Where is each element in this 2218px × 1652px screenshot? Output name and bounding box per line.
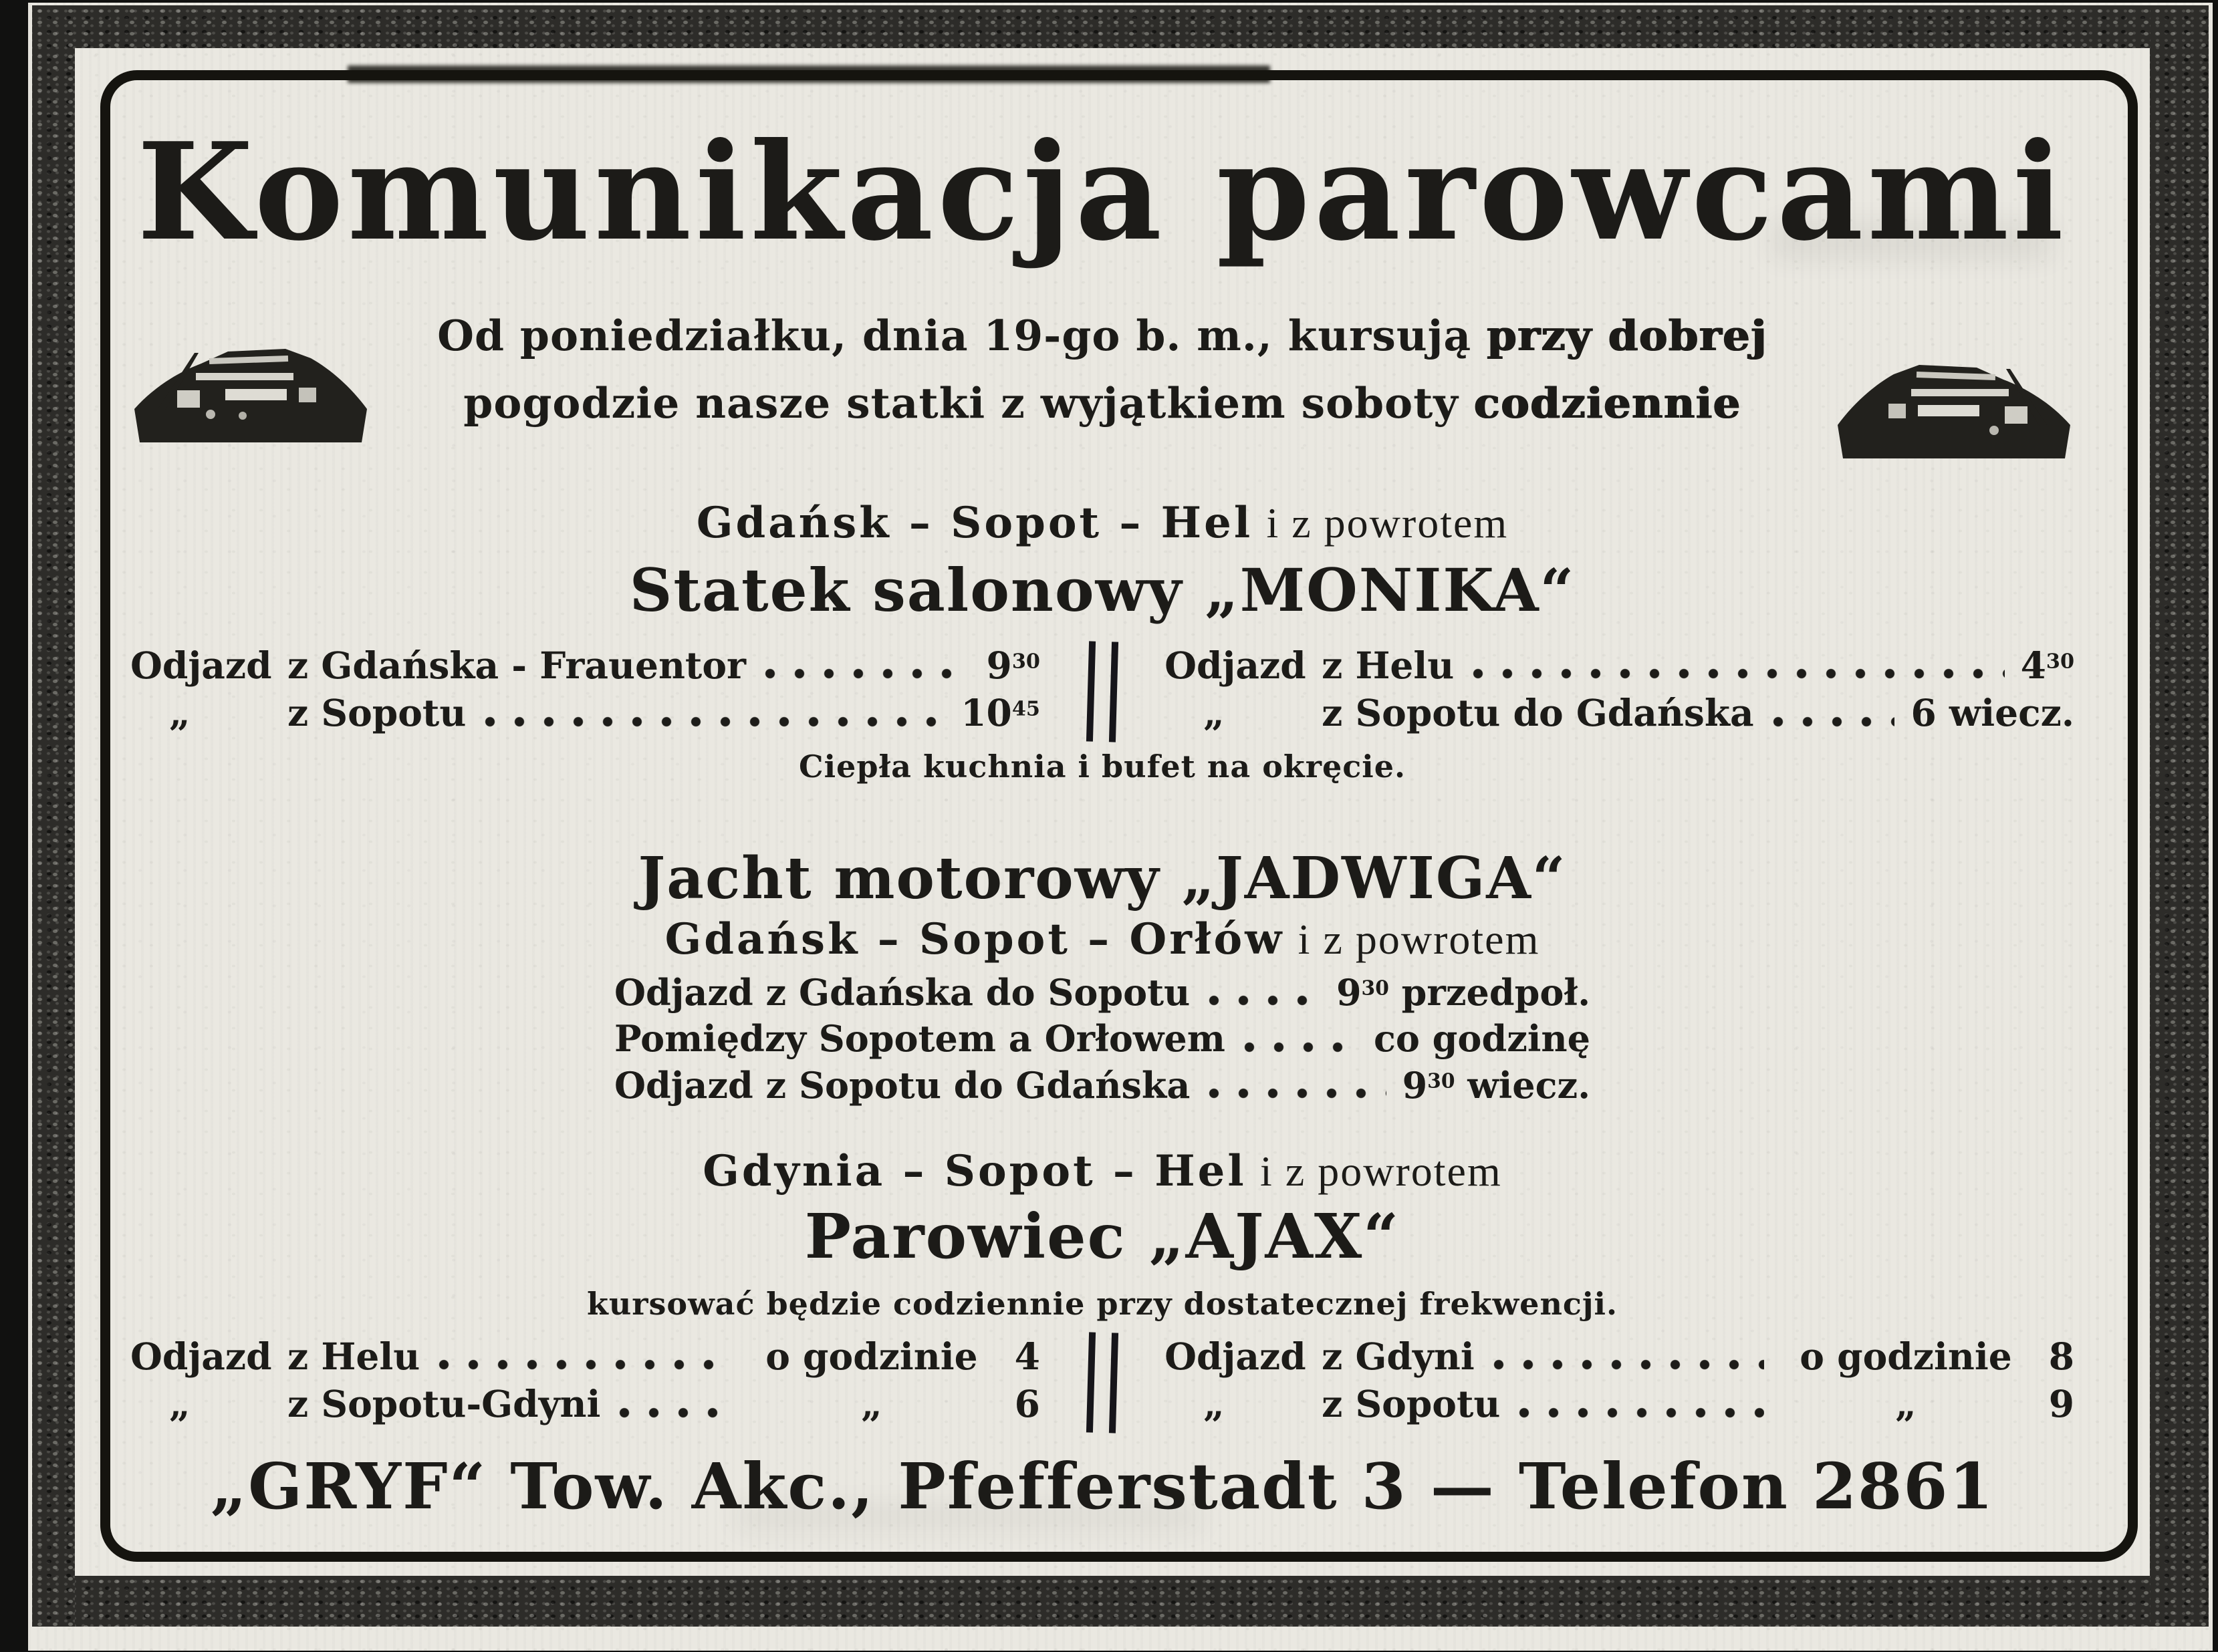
steamship-icon [130, 309, 371, 446]
advert-frame-right [2150, 5, 2209, 1627]
time-phrase: o godzinie [1800, 1334, 2012, 1378]
intro-line-1 [391, 302, 1814, 370]
schedule-row [614, 970, 1590, 1016]
time-hour: 9 [2048, 1382, 2074, 1426]
departure-word: Odjazd [1164, 643, 1306, 687]
advert-frame-top [32, 5, 2209, 48]
time-hour: co godzinę [1373, 1017, 1590, 1061]
advert-footer: „GRYF“ Tow. Akc., Pfefferstadt 3 — Telefon 2861 [210, 1449, 1995, 1524]
ditto-mark: „ [169, 1382, 191, 1426]
time-hour: 9 [1336, 971, 1362, 1014]
time-minutes: 30 [1011, 650, 1040, 674]
departure-place: z Gdańska - Frauentor [287, 643, 746, 687]
time-minutes: 30 [1361, 976, 1389, 1000]
departure-time [1780, 1380, 2074, 1428]
advert-title: Komunikacja parowcami [136, 114, 2068, 271]
time-hour: 10 [961, 691, 1012, 735]
column-separator [1086, 1332, 1118, 1433]
schedule-row [1164, 1333, 2074, 1381]
intro-section [130, 302, 2074, 462]
dots-leader [765, 668, 971, 679]
departure-place: z Sopotu do Gdańska [1322, 691, 1754, 735]
dots-leader [1209, 1088, 1386, 1099]
time-hour: 4 [2020, 643, 2046, 687]
time-suffix: przedpoł. [1388, 971, 1590, 1014]
route-jadwiga [130, 914, 2074, 966]
route-monika-suffix: i z powrotem [1266, 499, 1509, 547]
departure-place: z Helu [287, 1334, 420, 1378]
dots-leader [1209, 995, 1320, 1006]
departure-place: z Helu [1322, 643, 1455, 687]
advert-frame-left [32, 5, 75, 1627]
dots-leader [1493, 1359, 1764, 1370]
ditto-mark: „ [861, 1382, 882, 1426]
departure-time [746, 1380, 1040, 1428]
dots-leader [439, 1359, 730, 1370]
departure-time [961, 689, 1040, 737]
schedule-row [130, 1333, 1040, 1381]
ditto-mark: „ [1203, 691, 1225, 735]
dots-leader [1519, 1407, 1764, 1418]
column-separator [1086, 641, 1118, 742]
departure-place: z Sopotu-Gdyni [287, 1382, 601, 1426]
time-hour: 6 [1911, 691, 1937, 735]
intro-line-1-text: Od poniedziałku, dnia 19-go b. m., kursują [437, 311, 1472, 360]
schedule-row [130, 642, 1040, 690]
departure-time [1374, 1016, 1590, 1062]
dots-leader [619, 1407, 730, 1418]
intro-line-2 [391, 370, 1814, 437]
ship-name-jadwiga: Jacht motorowy „JADWIGA“ [638, 844, 1567, 912]
departure-time [1780, 1333, 2074, 1381]
route-ajax [130, 1146, 2074, 1198]
route-jadwiga-cities: Gdańsk – Sopot – Orłów [664, 914, 1285, 965]
departure-time [2021, 642, 2074, 690]
ditto-mark: „ [169, 691, 191, 735]
departure-place: Odjazd z Gdańska do Sopotu [614, 971, 1191, 1014]
departure-time [1336, 970, 1590, 1016]
advert-frame-bottom [32, 1576, 2209, 1627]
ship-name-ajax: Parowiec „AJAX“ [804, 1200, 1400, 1273]
advert-content [130, 86, 2074, 1552]
route-monika [130, 498, 2074, 549]
steamship-icon [1834, 325, 2074, 462]
departure-word: Odjazd [1164, 1334, 1306, 1378]
time-minutes: 30 [2046, 650, 2074, 674]
schedule-jadwiga [614, 970, 1590, 1108]
intro-text [371, 302, 1834, 437]
departure-time [746, 1333, 1040, 1381]
schedule-row [130, 689, 1040, 737]
time-minutes: 30 [1427, 1069, 1455, 1093]
schedule-row [130, 1380, 1040, 1428]
departure-time [1911, 689, 2074, 737]
departure-word: Odjazd [130, 1334, 272, 1378]
time-hour: 9 [986, 643, 1012, 687]
departure-place: z Sopotu [1322, 1382, 1501, 1426]
departure-word: Odjazd [130, 643, 272, 687]
note-ajax: kursować będzie codziennie przy dostatecznej frekwencji. [586, 1286, 1618, 1323]
ship-name-monika: Statek salonowy „MONIKA“ [629, 555, 1576, 625]
time-hour: 9 [1402, 1063, 1428, 1107]
schedule-ajax-left [130, 1333, 1040, 1428]
departure-place: Pomiędzy Sopotem a Orłowem [614, 1017, 1225, 1061]
route-monika-cities: Gdańsk – Sopot – Hel [696, 498, 1253, 548]
time-hour: 4 [1014, 1334, 1040, 1378]
note-monika: Ciepła kuchnia i bufet na okręcie. [798, 748, 1406, 785]
departure-place: Odjazd z Sopotu do Gdańska [614, 1063, 1191, 1107]
schedule-row [1164, 642, 2074, 690]
schedule-ajax-right [1164, 1333, 2074, 1428]
schedule-monika-right [1164, 642, 2074, 737]
time-phrase: o godzinie [765, 1334, 978, 1378]
schedule-monika [130, 642, 2074, 742]
time-suffix: wiecz. [1455, 1063, 1590, 1107]
schedule-row [614, 1063, 1590, 1109]
time-minutes: 45 [1011, 697, 1040, 721]
route-ajax-cities: Gdynia – Sopot – Hel [703, 1145, 1247, 1196]
intro-line-2-text: pogodzie nasze statki z wyjątkiem soboty [463, 378, 1459, 428]
ditto-mark: „ [1895, 1382, 1917, 1426]
departure-place: z Sopotu [287, 691, 467, 735]
intro-line-2-bold: codziennie [1473, 378, 1741, 428]
ditto-mark: „ [1203, 1382, 1225, 1426]
schedule-row [614, 1016, 1590, 1062]
dots-leader [1473, 668, 2004, 679]
route-jadwiga-suffix: i z powrotem [1298, 916, 1540, 964]
schedule-ajax [130, 1333, 2074, 1433]
dots-leader [485, 716, 945, 727]
time-hour: 8 [2048, 1334, 2074, 1378]
schedule-row [1164, 689, 2074, 737]
intro-line-1-bold: przy dobrej [1487, 311, 1767, 360]
departure-time [1402, 1063, 1590, 1109]
dots-leader [1244, 1042, 1358, 1053]
dots-leader [1773, 716, 1895, 727]
departure-time [987, 642, 1040, 690]
departure-place: z Gdyni [1322, 1334, 1475, 1378]
schedule-row [1164, 1380, 2074, 1428]
time-suffix: wiecz. [1936, 691, 2074, 735]
route-ajax-suffix: i z powrotem [1260, 1147, 1502, 1195]
schedule-monika-left [130, 642, 1040, 737]
time-hour: 6 [1014, 1382, 1040, 1426]
